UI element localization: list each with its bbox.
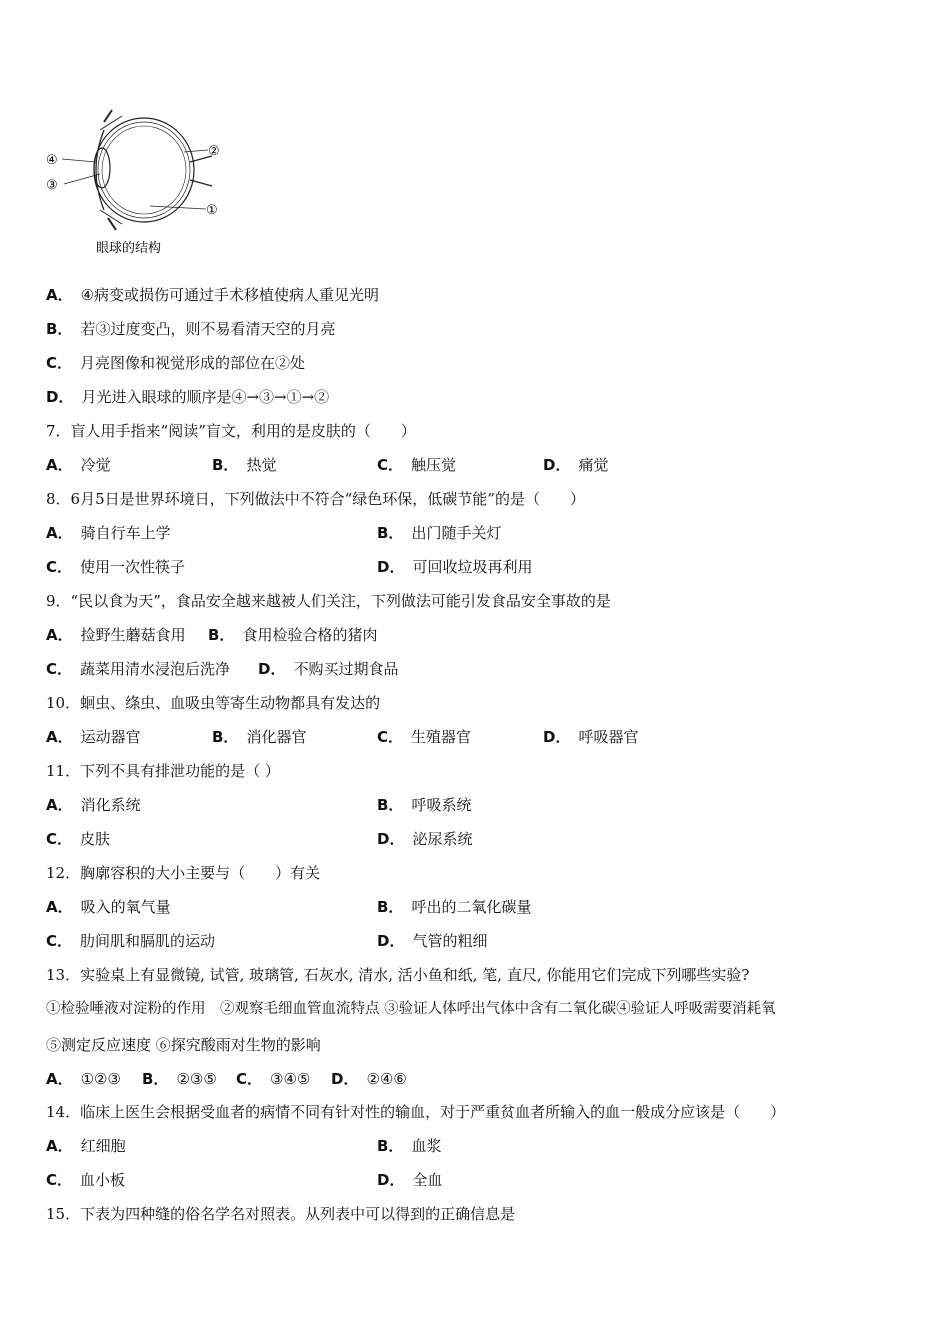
q12-option-c: C． 肋间肌和膈肌的运动 bbox=[46, 932, 216, 950]
q7-option-c: C． 触压觉 bbox=[377, 456, 457, 474]
q11-stem: 11．下列不具有排泄功能的是（ ） bbox=[46, 762, 280, 780]
q8-option-a: A． 骑自行车上学 bbox=[46, 524, 171, 542]
label-3: ③ bbox=[46, 178, 58, 193]
q12-option-a: A． 吸入的氧气量 bbox=[46, 898, 171, 916]
label-4: ④ bbox=[46, 153, 58, 168]
q10-option-c: C． 生殖器官 bbox=[377, 728, 472, 746]
q11-option-c: C． 皮肤 bbox=[46, 830, 111, 848]
figure-caption: 眼球的结构 bbox=[96, 241, 162, 256]
q13-stem: 13．实验桌上有显微镜, 试管, 玻璃管, 石灰水, 清水, 活小鱼和纸, 笔, 直尺, 你能用它们完成下列哪些实验? bbox=[46, 966, 750, 984]
q8-option-c: C． 使用一次性筷子 bbox=[46, 558, 186, 576]
q8-stem: 8．6月5日是世界环境日，下列做法中不符合“绿色环保，低碳节能”的是（ ） bbox=[46, 490, 585, 508]
q9-option-c: C． 蔬菜用清水浸泡后洗净 bbox=[46, 660, 231, 678]
q12-option-d: D． 气管的粗细 bbox=[377, 932, 488, 950]
eye-structure-drawing bbox=[44, 102, 234, 262]
eye-diagram bbox=[44, 102, 234, 262]
q7-option-b: B． 热觉 bbox=[212, 456, 277, 474]
q14-option-b: B． 血浆 bbox=[377, 1137, 442, 1155]
q14-option-c: C． 血小板 bbox=[46, 1171, 126, 1189]
q6-option-d: D． 月光进入眼球的顺序是④→③→①→② bbox=[46, 388, 330, 406]
q10-option-a: A． 运动器官 bbox=[46, 728, 141, 746]
q7-option-a: A． 冷觉 bbox=[46, 456, 111, 474]
q12-option-b: B． 呼出的二氧化碳量 bbox=[377, 898, 532, 916]
q9-option-b: B． 食用检验合格的猪肉 bbox=[208, 626, 378, 644]
q13-option-d: D． ②④⑥ bbox=[331, 1070, 407, 1088]
q12-stem: 12．胸廓容积的大小主要与（ ）有关 bbox=[46, 864, 321, 882]
q13-option-b: B． ②③⑤ bbox=[142, 1070, 217, 1088]
q6-option-a: A． ④病变或损伤可通过手术移植使病人重见光明 bbox=[46, 286, 380, 304]
q13-option-a: A． ①②③ bbox=[46, 1070, 121, 1088]
label-1: ① bbox=[206, 203, 218, 218]
q13-experiments-line1: ①检验唾液对淀粉的作用 ②观察毛细血管血流特点 ③验证人体呼出气体中含有二氧化碳④验证人呼吸需要消耗氧 bbox=[46, 1001, 776, 1017]
q8-option-b: B． 出门随手关灯 bbox=[377, 524, 502, 542]
q10-option-d: D． 呼吸器官 bbox=[543, 728, 639, 746]
q7-stem: 7．盲人用手指来“阅读”盲文，利用的是皮肤的（ ） bbox=[46, 422, 416, 440]
q10-option-b: B． 消化器官 bbox=[212, 728, 307, 746]
q14-stem: 14．临床上医生会根据受血者的病情不同有针对性的输血，对于严重贫血者所输入的血一般成分应该是（ ） bbox=[46, 1103, 786, 1121]
q13-experiments-line2: ⑤测定反应速度 ⑥探究酸雨对生物的影响 bbox=[46, 1036, 321, 1054]
q9-stem: 9．“民以食为天”，食品安全越来越被人们关注，下列做法可能引发食品安全事故的是 bbox=[46, 592, 611, 610]
q15-stem: 15．下表为四种缝的俗名学名对照表。从列表中可以得到的正确信息是 bbox=[46, 1205, 516, 1223]
q10-stem: 10．蛔虫、绦虫、血吸虫等寄生动物都具有发达的 bbox=[46, 694, 381, 712]
q14-option-a: A． 红细胞 bbox=[46, 1137, 126, 1155]
q6-option-c: C． 月亮图像和视觉形成的部位在②处 bbox=[46, 354, 306, 372]
q11-option-b: B． 呼吸系统 bbox=[377, 796, 472, 814]
q13-option-c: C． ③④⑤ bbox=[236, 1070, 311, 1088]
q7-option-d: D． 痛觉 bbox=[543, 456, 609, 474]
q14-option-d: D． 全血 bbox=[377, 1171, 443, 1189]
q6-option-b: B． 若③过度变凸，则不易看清天空的月亮 bbox=[46, 320, 336, 338]
q9-option-d: D． 不购买过期食品 bbox=[258, 660, 399, 678]
q11-option-d: D． 泌尿系统 bbox=[377, 830, 473, 848]
q9-option-a: A． 捡野生蘑菇食用 bbox=[46, 626, 186, 644]
label-2: ② bbox=[208, 144, 220, 159]
q11-option-a: A． 消化系统 bbox=[46, 796, 141, 814]
q8-option-d: D． 可回收垃圾再利用 bbox=[377, 558, 533, 576]
